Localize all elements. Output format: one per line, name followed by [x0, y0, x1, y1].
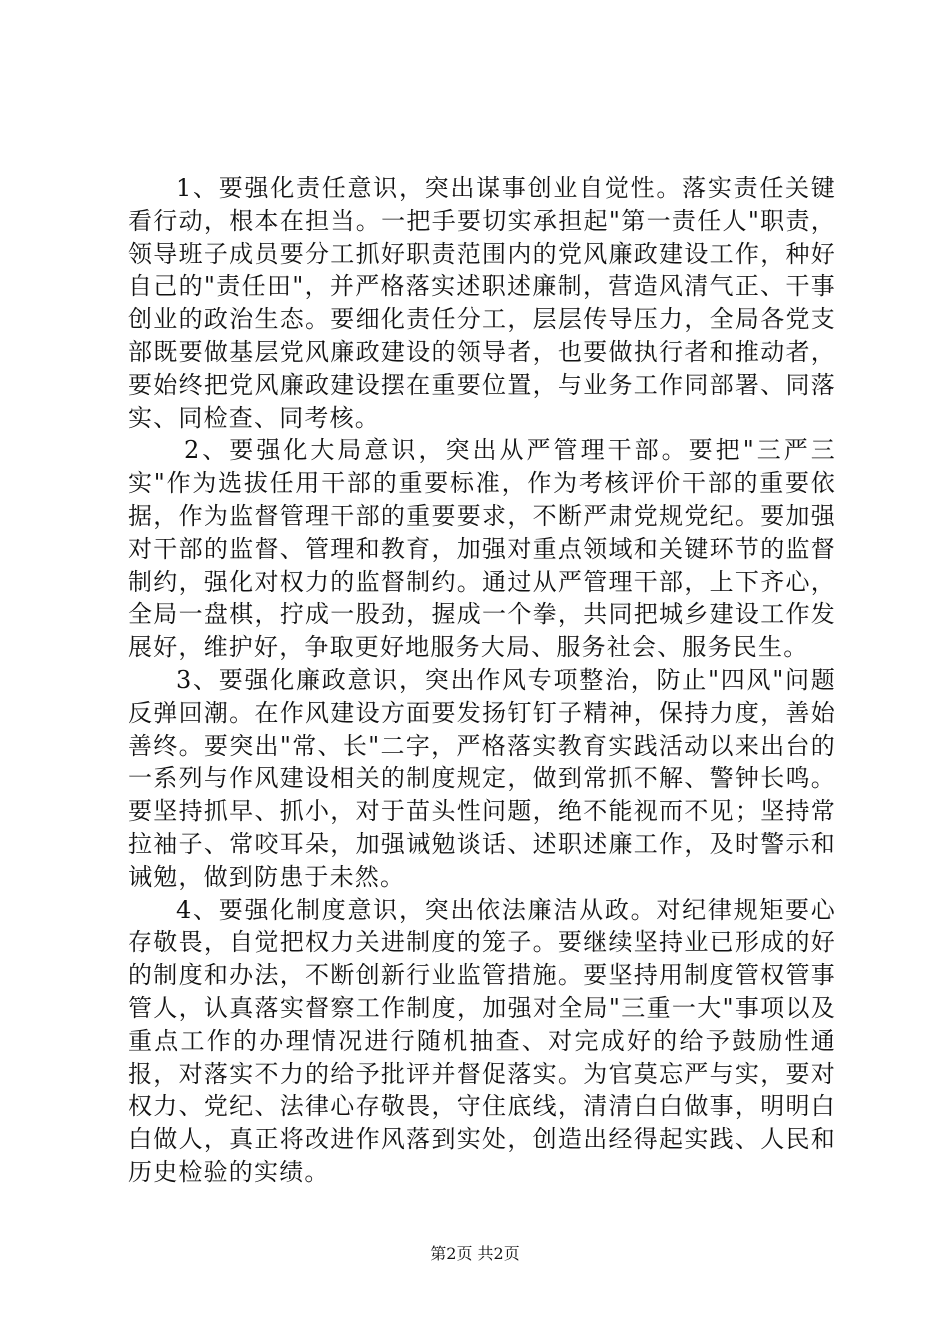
paragraph-4: 4、要强化制度意识，突出依法廉洁从政。对纪律规矩要心存敬畏，自觉把权力关进制度的笼子。要继续坚持业已形成的好的制度和办法，不断创新行业监管措施。要坚持用制度管权管事管人，认真落实督察工作制度，加强对全局"三重一大"事项以及重点工作的办理情况进行随机抽查、对完成好的给予鼓励性通报，对落实不力的给予批评并督促落实。为官莫忘严与实，要对权力、党纪、法律心存敬畏，守住底线，清清白白做事，明明白白做人，真正将改进作风落到实处，创造出经得起实践、人民和历史检验的实绩。: [128, 895, 836, 1186]
page-number-footer: 第2页 共2页: [430, 1244, 520, 1263]
paragraph-2: 2、要强化大局意识，突出从严管理干部。要把"三严三实"作为选拔任用干部的重要标准，作为考核评价干部的重要依据，作为监督管理干部的重要要求，不断严肃党规党纪。要加强对干部的监督、管理和教育，加强对重点领域和关键环节的监督制约，强化对权力的监督制约。通过从严管理干部，上下齐心，全局一盘棋，拧成一股劲，握成一个拳，共同把城乡建设工作发展好，维护好，争取更好地服务大局、服务社会、服务民生。: [128, 436, 836, 662]
paragraph-1: 1、要强化责任意识，突出谋事创业自觉性。落实责任关键看行动，根本在担当。一把手要切实承担起"第一责任人"职责，领导班子成员要分工抓好职责范围内的党风廉政建设工作，种好自己的"责任田"，并严格落实述职述廉制，营造风清气正、干事创业的政治生态。要细化责任分工，层层传导压力，全局各党支部既要做基层党风廉政建设的领导者，也要做执行者和推动者，要始终把党风廉政建设摆在重要位置，与业务工作同部署、同落实、同检查、同考核。: [128, 174, 836, 432]
paragraph-3: 3、要强化廉政意识，突出作风专项整治，防止"四风"问题反弹回潮。在作风建设方面要发扬钉钉子精神，保持力度，善始善终。要突出"常、长"二字，严格落实教育实践活动以来出台的一系列与作风建设相关的制度规定，做到常抓不解、警钟长鸣。要坚持抓早、抓小，对于苗头性问题，绝不能视而不见；坚持常拉袖子、常咬耳朵，加强诫勉谈话、述职述廉工作，及时警示和诫勉，做到防患于未然。: [128, 665, 836, 891]
document-body: [128, 172, 836, 1189]
